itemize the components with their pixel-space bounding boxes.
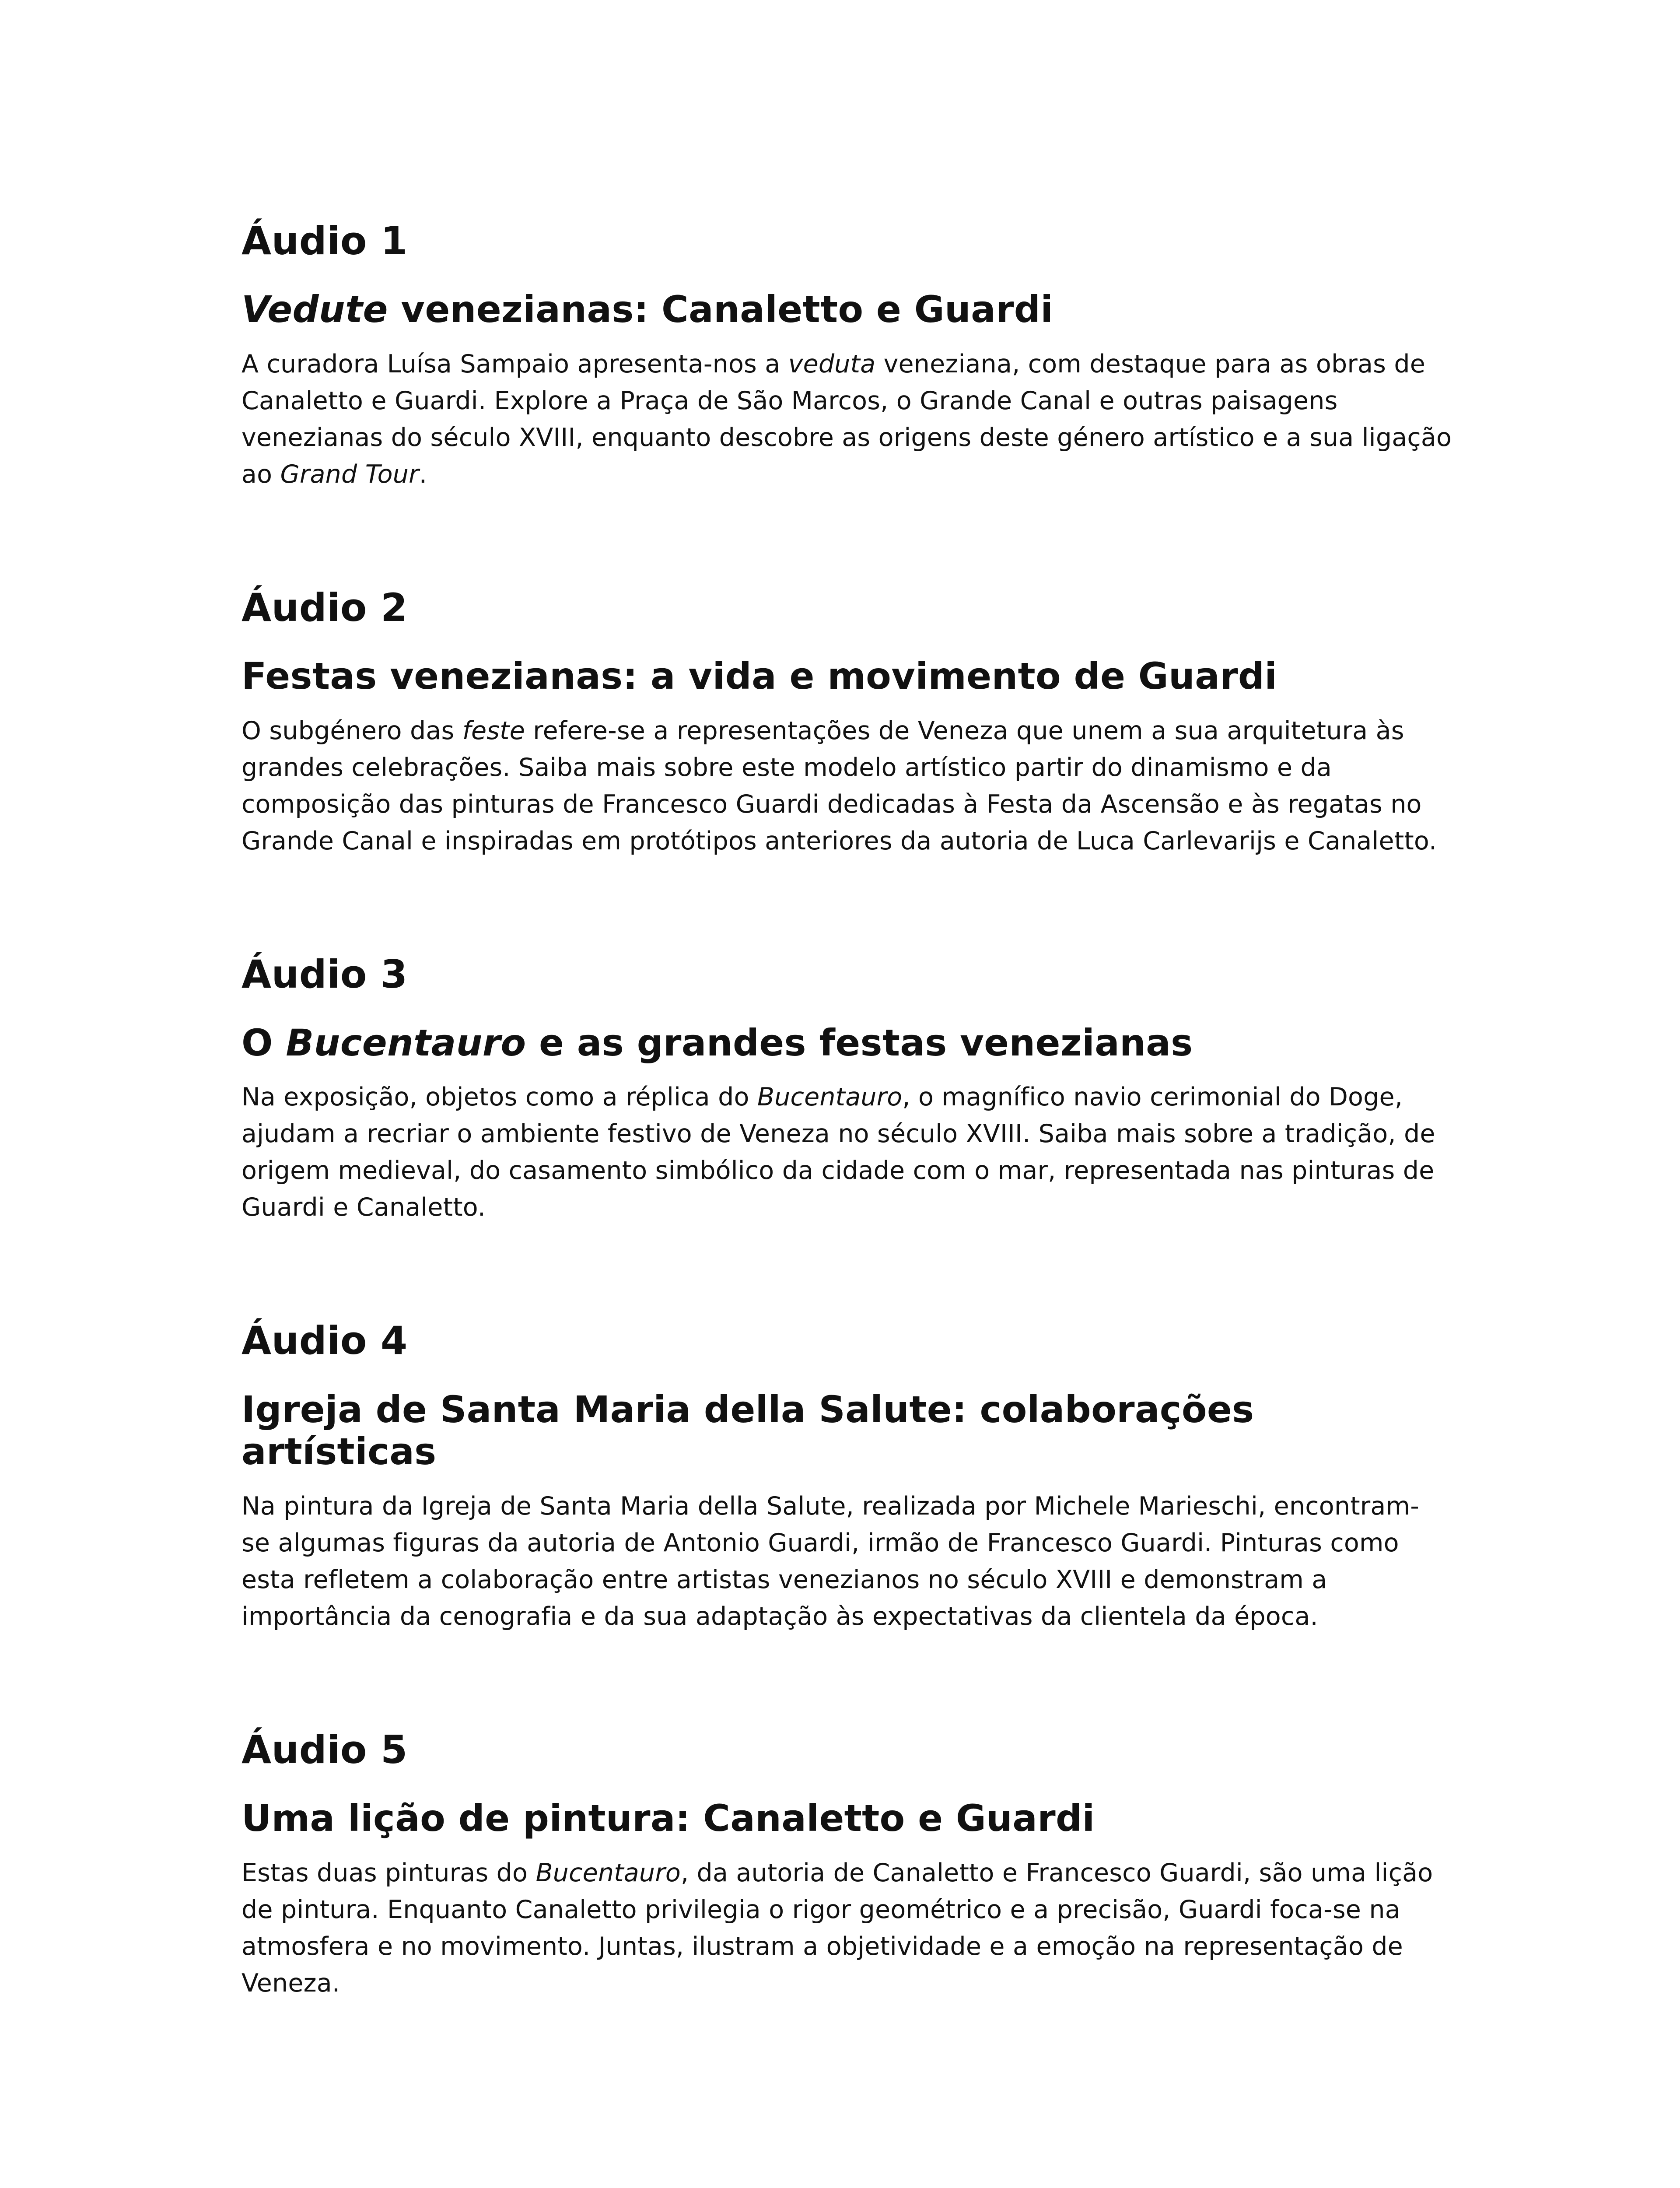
section-text: O subgénero das feste refere-se a representações de Veneza que unem a sua arquitetura às grandes celebrações. Saiba mais sobre este modelo artístico partir do dinamismo e da composição das pinturas de Francesco Guardi dedicadas à Festa da Ascensão e às regatas no Grande Canal e inspiradas em protótipos anteriores da autoria de Luca Carlevarijs e Canaletto. (242, 716, 1437, 856)
italic-term: Bucentauro (757, 1083, 903, 1112)
section-text: Na exposição, objetos como a réplica do Bucentauro, o magnífico navio cerimonial do Doge, ajudam a recriar o ambiente festivo de Veneza no século XVIII. Saiba mais sobre a tradição, de origem medieval, do casamento simbólico da cidade com o mar, representada nas pinturas de Guardi e Canaletto. (242, 1083, 1435, 1222)
audio-section-1 (242, 219, 1458, 493)
italic-term: Grand Tour (280, 459, 419, 489)
section-title: Festas venezianas: a vida e movimento de Guardi (242, 654, 1278, 698)
section-text: Estas duas pinturas do Bucentauro, da autoria de Canaletto e Francesco Guardi, são uma lição de pintura. Enquanto Canaletto privilegia o rigor geométrico e a precisão, Guardi foca-se na atmosfera e no movimento. Juntas, ilustram a objetividade e a emoção na representação de Veneza. (242, 1858, 1433, 1998)
italic-term: veduta (788, 349, 876, 379)
audio-section-3 (242, 952, 1458, 1226)
audio-label: Áudio 5 (242, 1727, 408, 1772)
section-title: O Bucentauro e as grandes festas venezianas (242, 1021, 1193, 1064)
section-title: Igreja de Santa Maria della Salute: colaborações artísticas (242, 1388, 1254, 1473)
audio-label: Áudio 2 (242, 585, 408, 630)
section-title: Vedute venezianas: Canaletto e Guardi (242, 288, 1054, 331)
italic-term: Vedute (242, 288, 388, 331)
audio-section-2 (242, 586, 1458, 859)
italic-term: Bucentauro (286, 1021, 526, 1064)
document-page (242, 219, 1458, 2094)
italic-term: Bucentauro (536, 1858, 681, 1887)
section-title: Uma lição de pintura: Canaletto e Guardi (242, 1796, 1095, 1840)
audio-label: Áudio 1 (242, 218, 408, 263)
audio-label: Áudio 4 (242, 1318, 408, 1364)
audio-section-4 (242, 1318, 1458, 1634)
audio-section-5 (242, 1728, 1458, 2002)
italic-term: feste (462, 716, 525, 745)
section-text: A curadora Luísa Sampaio apresenta-nos a veduta veneziana, com destaque para as obras de Canaletto e Guardi. Explore a Praça de São Marcos, o Grande Canal e outras paisagens venezianas do século XVIII, enquanto descobre as origens deste género artístico e a sua ligação ao Grand Tour. (242, 349, 1452, 489)
section-text: Na pintura da Igreja de Santa Maria della Salute, realizada por Michele Marieschi, encontram- se algumas figuras da autoria de Antonio Guardi, irmão de Francesco Guardi. Pinturas como esta refletem a colaboração entre artistas venezianos no século XVIII e demonstram a importância da cenografia e da sua adaptação às expectativas da clientela da época. (242, 1491, 1420, 1631)
audio-label: Áudio 3 (242, 951, 408, 997)
